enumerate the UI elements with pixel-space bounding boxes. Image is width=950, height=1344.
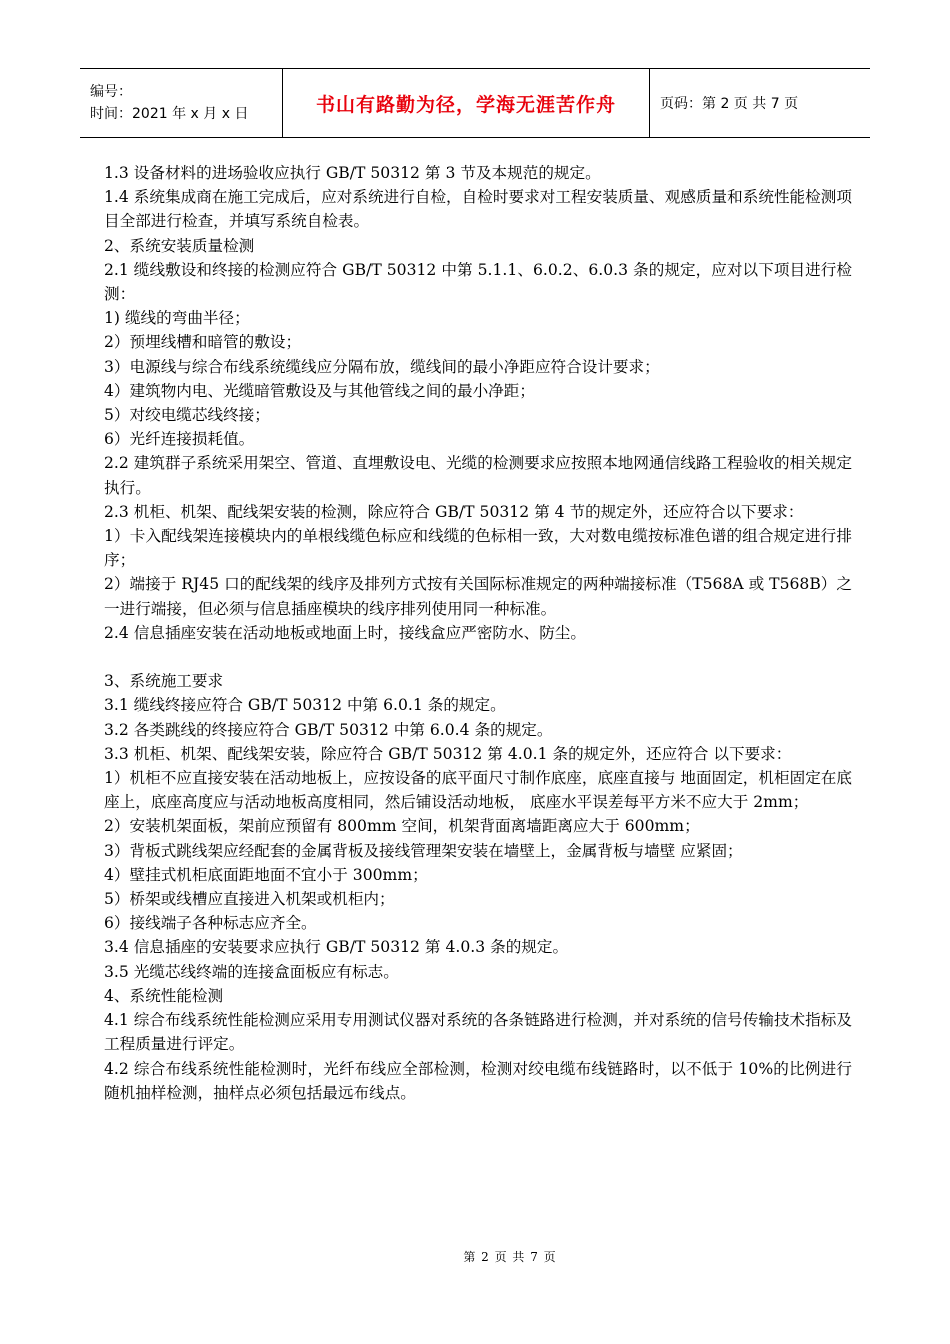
- paragraph: 3.5 光缆芯线终端的连接盒面板应有标志。: [104, 962, 399, 981]
- header-page-cell: [650, 69, 870, 137]
- paragraph: 2.2 建筑群子系统采用架空、管道、直埋敷设电、光缆的检测要求应按照本地网通信线路工程验收的相关规定执行。: [104, 454, 852, 497]
- paragraph: 3.2 各类跳线的终接应符合 GB/T 50312 中第 6.0.4 条的规定。: [104, 720, 553, 739]
- paragraph: 4、系统性能检测: [104, 986, 224, 1005]
- paragraph: 3、系统施工要求: [104, 672, 224, 691]
- header-motto-cell: [282, 69, 650, 137]
- paragraph: 2、系统安装质量检测: [104, 236, 255, 255]
- paragraph: 3）电源线与综合布线系统缆线应分隔布放，缆线间的最小净距应符合设计要求；: [104, 357, 660, 376]
- paragraph: 1) 缆线的弯曲半径；: [104, 309, 250, 328]
- date-label: 时间：2021 年 x 月 x 日: [90, 106, 249, 122]
- paragraph: 5）对绞电缆芯线终接；: [104, 406, 270, 425]
- paragraph: 2）安装机架面板，架前应预留有 800mm 空间，机架背面离墙距离应大于 600mm；: [104, 817, 700, 836]
- paragraph: 3）背板式跳线架应经配套的金属背板及接线管理架安装在墙壁上，金属背板与墙壁 应紧固；: [104, 841, 743, 860]
- paragraph: 4）建筑物内电、光缆暗管敷设及与其他管线之间的最小净距；: [104, 381, 535, 400]
- motto: 书山有路勤为径，学海无涯苦作舟: [315, 93, 616, 116]
- paragraph: 2.4 信息插座安装在活动地板或地面上时，接线盒应严密防水、防尘。: [104, 623, 586, 642]
- paragraph: 3.4 信息插座的安装要求应执行 GB/T 50312 第 4.0.3 条的规定。: [104, 938, 569, 957]
- header-meta: [80, 69, 282, 137]
- document-body: [104, 161, 852, 1105]
- paragraph: 2）端接于 RJ45 口的配线架的线序及排列方式按有关国际标准规定的两种端接标准（T568A 或 T568B）之一进行端接，但必须与信息插座模块的线序排列使用同一种标准。: [104, 575, 852, 618]
- paragraph: 4.2 综合布线系统性能检测时，光纤布线应全部检测，检测对绞电缆布线链路时，以不低于 10%的比例进行随机抽样检测，抽样点必须包括最远布线点。: [104, 1059, 852, 1102]
- paragraph: 3.1 缆线终接应符合 GB/T 50312 中第 6.0.1 条的规定。: [104, 696, 506, 715]
- paragraph: 4）壁挂式机柜底面距地面不宜小于 300mm；: [104, 865, 428, 884]
- blank-line: [104, 645, 852, 669]
- paragraph: 4.1 综合布线系统性能检测应采用专用测试仪器对系统的各条链路进行检测，并对系统的信号传输技术指标及工程质量进行评定。: [104, 1011, 852, 1054]
- paragraph: 1.4 系统集成商在施工完成后，应对系统进行自检，自检时要求对工程安装质量、观感质量和系统性能检测项目全部进行检查，并填写系统自检表。: [104, 188, 852, 231]
- paragraph: 1）卡入配线架连接模块内的单根线缆色标应和线缆的色标相一致，大对数电缆按标准色谱的组合规定进行排序；: [104, 527, 852, 570]
- page-footer: 第 2 页 共 7 页: [463, 1250, 557, 1264]
- paragraph: 6）接线端子各种标志应齐全。: [104, 914, 317, 933]
- paragraph: 2）预埋线槽和暗管的敷设；: [104, 333, 302, 352]
- paragraph: 2.1 缆线敷设和终接的检测应符合 GB/T 50312 中第 5.1.1、6.0.2、6.0.3 条的规定，应对以下项目进行检测：: [104, 260, 852, 304]
- paragraph: 1.3 设备材料的进场验收应执行 GB/T 50312 第 3 节及本规范的规定。: [104, 164, 601, 182]
- paragraph: 3.3 机柜、机架、配线架安装，除应符合 GB/T 50312 第 4.0.1 条的规定外，还应符合 以下要求：: [104, 744, 792, 763]
- page-header: [80, 68, 870, 138]
- header-page-number: 页码：第 2 页 共 7 页: [660, 96, 799, 112]
- serial-number-label: 编号：: [90, 84, 132, 100]
- paragraph: 6）光纤连接损耗值。: [104, 430, 255, 449]
- paragraph: 5）桥架或线槽应直接进入机架或机柜内；: [104, 890, 395, 909]
- paragraph: 1）机柜不应直接安装在活动地板上，应按设备的底平面尺寸制作底座，底座直接与 地面固定，机柜固定在底座上，底座高度应与活动地板高度相同，然后铺设活动地板， 底座水平误差每平方米不应大于 2mm；: [104, 769, 852, 812]
- paragraph: 2.3 机柜、机架、配线架安装的检测，除应符合 GB/T 50312 第 4 节的规定外，还应符合以下要求：: [104, 502, 804, 521]
